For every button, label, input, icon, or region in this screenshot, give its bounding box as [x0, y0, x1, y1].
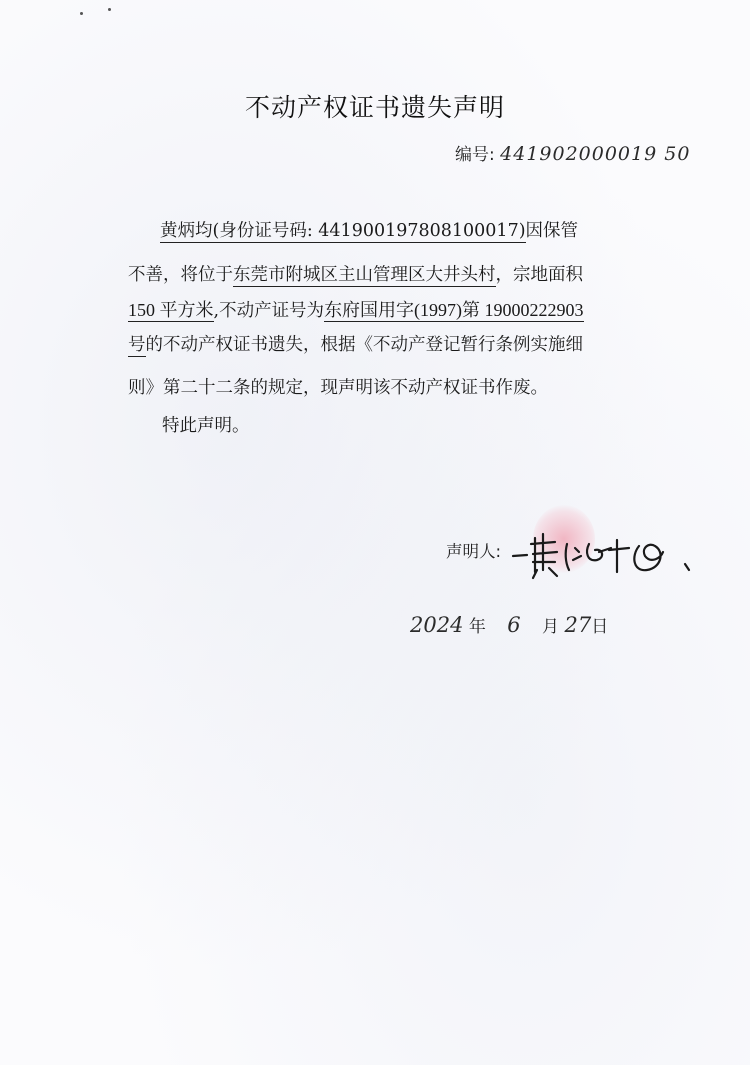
body-line-4	[128, 331, 583, 356]
declarant-name-id: 黄炳均(身份证号码: 441900197808100017)	[160, 221, 526, 241]
body-text: 不善，将位于	[128, 265, 233, 285]
body-line-1	[160, 217, 578, 242]
date-month-label: 月	[542, 617, 560, 637]
date-year-label: 年	[468, 617, 486, 637]
serial-number-line	[455, 140, 690, 165]
declaration-date	[410, 612, 608, 637]
certificate-number: 东府国用字(1997)第 19000222903	[324, 300, 584, 320]
document-title: 不动产权证书遗失声明	[244, 93, 505, 122]
body-text: 则》第二十二条的规定，现声明该不动产权证书作废。	[128, 378, 548, 398]
closing-line	[162, 412, 250, 437]
handwritten-signature	[505, 522, 695, 582]
date-day-label: 日	[591, 617, 609, 637]
body-text: ,不动产证号为	[213, 301, 325, 321]
body-line-3	[128, 296, 584, 322]
signer-label: 声明人:	[446, 542, 502, 561]
body-text: 的不动产权证书遗失，根据《不动产登记暂行条例实施细	[145, 335, 583, 355]
date-year: 2024	[410, 613, 464, 637]
scan-speck	[80, 12, 83, 15]
body-text: ，宗地面积	[495, 265, 583, 285]
body-line-5	[128, 374, 548, 399]
body-line-2	[128, 261, 583, 286]
property-location: 东莞市附城区主山管理区大井头村	[233, 265, 496, 285]
serial-label: 编号:	[455, 145, 495, 165]
date-day: 27	[564, 613, 592, 637]
closing-text: 特此声明。	[162, 416, 250, 436]
serial-number: 441902000019 50	[500, 143, 691, 165]
scan-speck	[108, 8, 111, 11]
land-area: 150 平方米	[128, 300, 214, 320]
body-text: 号	[128, 335, 146, 355]
date-month: 6	[507, 613, 521, 637]
body-text: 因保管	[525, 221, 579, 241]
